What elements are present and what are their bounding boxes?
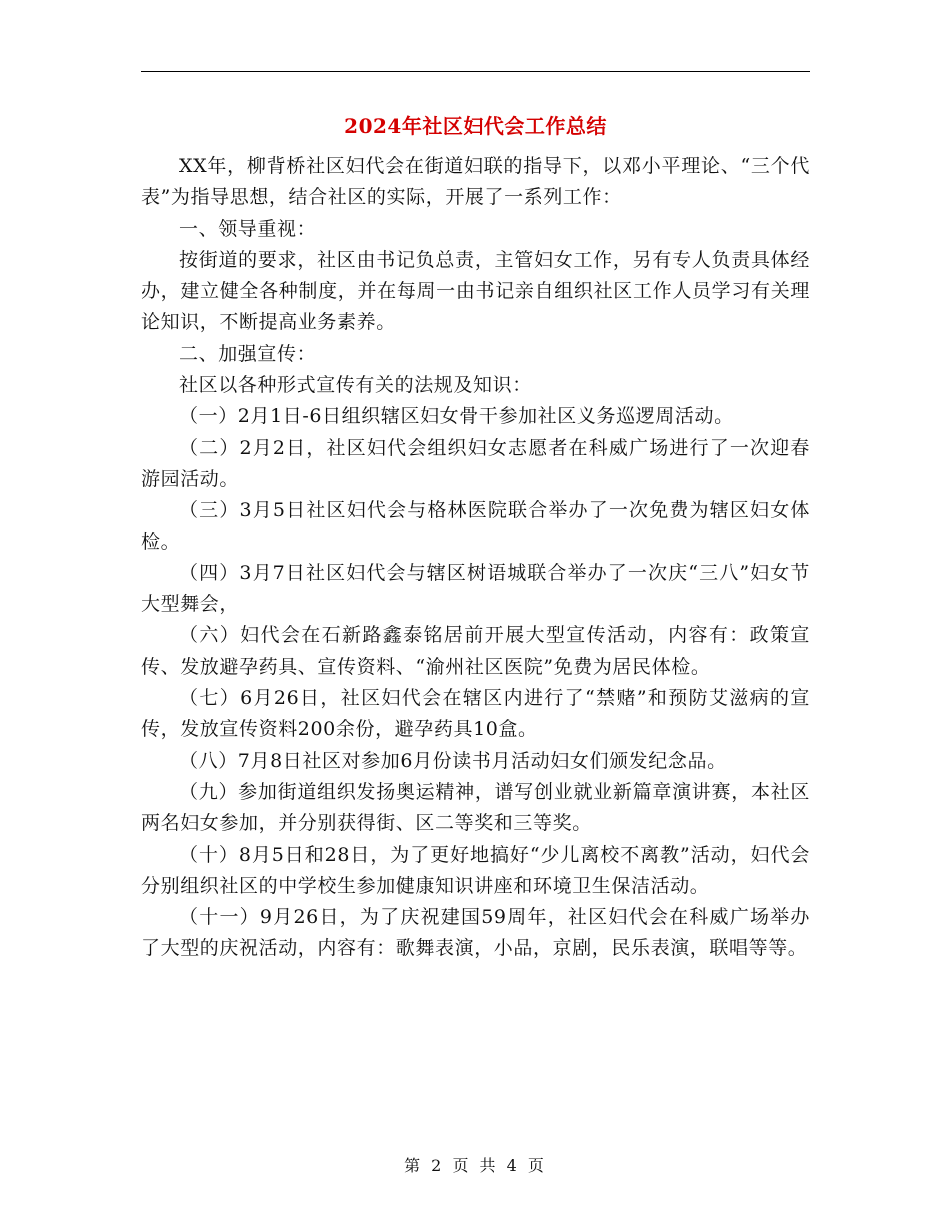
- document-title: 2024年社区妇代会工作总结: [344, 114, 607, 138]
- list-item-8: （八）7月8日社区对参加6月份读书月活动妇女们颁发纪念品。: [179, 749, 727, 772]
- header-rule: [141, 71, 810, 72]
- list-item-2: （二）2月2日，社区妇代会组织妇女志愿者在科威广场进行了一次迎春游园活动。: [141, 436, 810, 490]
- paragraph-publicity-intro: 社区以各种形式宣传有关的法规及知识：: [179, 374, 532, 397]
- list-item-10: （十）8月5日和28日，为了更好地搞好“少儿离校不离教”活动，妇代会分别组织社区的中学校生参加健康知识讲座和环境卫生保洁活动。: [141, 843, 810, 897]
- paragraph-leadership: 按街道的要求，社区由书记负总责，主管妇女工作，另有专人负责具体经办，建立健全各种制度，并在每周一由书记亲自组织社区工作人员学习有关理论知识，不断提高业务素养。: [141, 248, 810, 334]
- section-heading-publicity: 二、加强宣传：: [179, 342, 317, 365]
- list-item-3: （三）3月5日社区妇代会与格林医院联合举办了一次免费为辖区妇女体检。: [141, 499, 810, 553]
- section-heading-leadership: 一、领导重视：: [179, 217, 317, 240]
- list-item-7: （七）6月26日，社区妇代会在辖区内进行了“禁赌”和预防艾滋病的宣传，发放宣传资料200余份，避孕药具10盒。: [141, 687, 810, 741]
- list-item-4: （四）3月7日社区妇代会与辖区树语城联合举办了一次庆“三八”妇女节大型舞会，: [141, 561, 810, 616]
- document-body: [141, 151, 810, 965]
- paragraph-intro: XX年，柳背桥社区妇代会在街道妇联的指导下，以邓小平理论、“三个代表”为指导思想，结合社区的实际，开展了一系列工作：: [141, 155, 810, 209]
- list-item-11: （十一）9月26日，为了庆祝建国59周年，社区妇代会在科威广场举办了大型的庆祝活动，内容有：歌舞表演，小品，京剧，民乐表演，联唱等等。: [141, 906, 810, 960]
- list-item-9: （九）参加街道组织发扬奥运精神，谱写创业就业新篇章演讲赛，本社区两名妇女参加，并分别获得街、区二等奖和三等奖。: [141, 780, 810, 835]
- page-footer: 第 2 页 共 4 页: [404, 1156, 547, 1175]
- list-item-6: （六）妇代会在石新路鑫泰铭居前开展大型宣传活动，内容有：政策宣传、发放避孕药具、宣传资料、“渝州社区医院”免费为居民体检。: [141, 624, 810, 678]
- list-item-1: （一）2月1日-6日组织辖区妇女骨干参加社区义务巡逻周活动。: [179, 405, 734, 428]
